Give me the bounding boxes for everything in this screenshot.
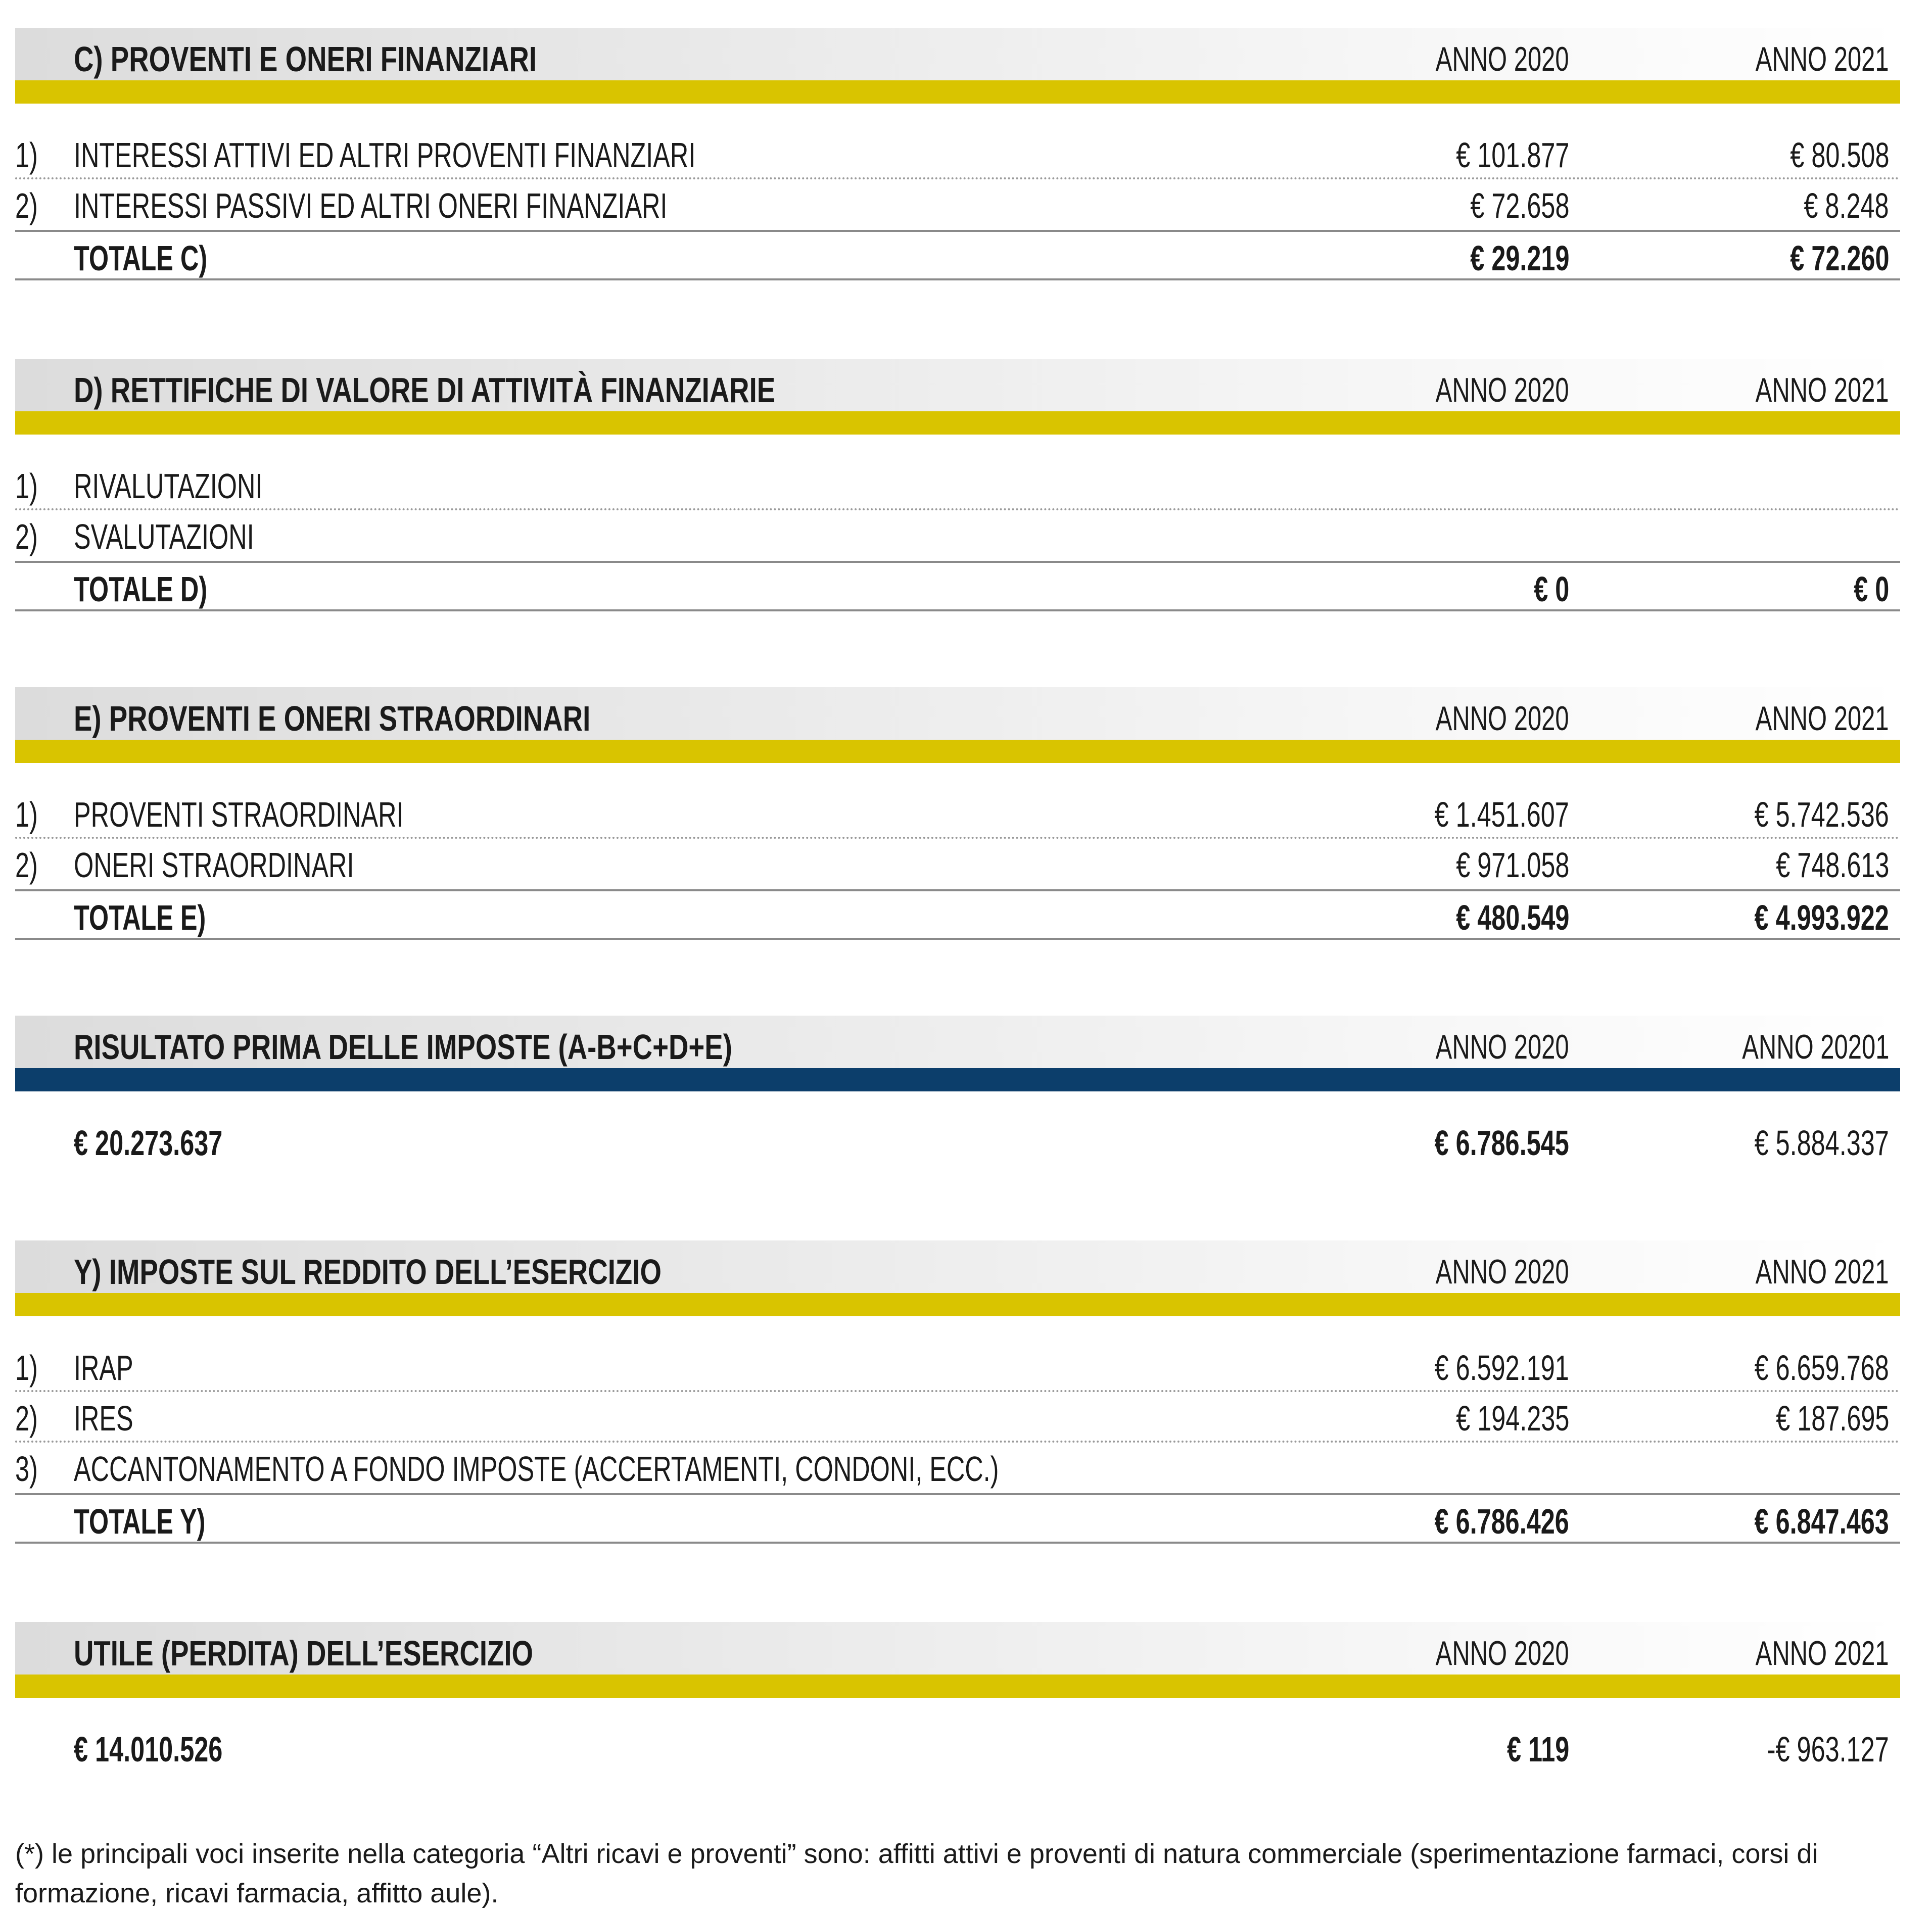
total-row bbox=[15, 561, 1900, 611]
section-y-col-2020: ANNO 2020 bbox=[1436, 1253, 1569, 1291]
section-y-header bbox=[15, 1240, 1900, 1316]
table-row bbox=[15, 129, 1900, 179]
row-value-2020: € 72.658 bbox=[1470, 186, 1569, 225]
total-label: TOTALE C) bbox=[74, 238, 208, 278]
section-e-accent-bar bbox=[15, 740, 1900, 763]
utile-value-2021: -€ 963.127 bbox=[1767, 1730, 1889, 1769]
section-d-header bbox=[15, 359, 1900, 435]
section-d-accent-bar bbox=[15, 411, 1900, 435]
section-y-accent-bar bbox=[15, 1293, 1900, 1316]
total-value-2020: € 6.786.426 bbox=[1434, 1502, 1569, 1541]
row-label: PROVENTI STRAORDINARI bbox=[74, 795, 404, 834]
section-utile-col-2021: ANNO 2021 bbox=[1756, 1634, 1889, 1672]
section-d bbox=[15, 359, 1900, 611]
section-d-col-2020: ANNO 2020 bbox=[1436, 371, 1569, 409]
total-value-2020: € 0 bbox=[1533, 569, 1569, 609]
result-value-main: € 20.273.637 bbox=[74, 1123, 223, 1163]
table-row bbox=[15, 1392, 1900, 1443]
total-value-2020: € 29.219 bbox=[1470, 238, 1569, 278]
total-value-2021: € 72.260 bbox=[1789, 238, 1889, 278]
section-c bbox=[15, 28, 1900, 280]
section-utile-accent-bar bbox=[15, 1675, 1900, 1698]
row-label: INTERESSI ATTIVI ED ALTRI PROVENTI FINANZIARI bbox=[74, 135, 696, 175]
total-value-2021: € 4.993.922 bbox=[1754, 898, 1889, 937]
table-row bbox=[15, 460, 1900, 510]
total-value-2021: € 6.847.463 bbox=[1754, 1502, 1889, 1541]
section-result-header bbox=[15, 1016, 1900, 1091]
section-c-col-2021: ANNO 2021 bbox=[1756, 40, 1889, 78]
section-y-title: Y) IMPOSTE SUL REDDITO DELL’ESERCIZIO bbox=[74, 1252, 662, 1292]
row-value-2021: € 748.613 bbox=[1775, 845, 1889, 885]
row-value-2021: € 8.248 bbox=[1804, 186, 1889, 225]
row-value-2021: € 187.695 bbox=[1775, 1399, 1889, 1438]
section-e-title: E) PROVENTI E ONERI STRAORDINARI bbox=[74, 699, 591, 738]
section-e-col-2020: ANNO 2020 bbox=[1436, 699, 1569, 738]
section-y bbox=[15, 1240, 1900, 1544]
section-c-title: C) PROVENTI E ONERI FINANZIARI bbox=[74, 39, 537, 79]
row-value-2020: € 1.451.607 bbox=[1434, 795, 1569, 834]
section-utile-header bbox=[15, 1622, 1900, 1698]
table-row bbox=[15, 788, 1900, 839]
row-number: 2) bbox=[15, 1399, 38, 1438]
row-value-2020: € 6.592.191 bbox=[1434, 1348, 1569, 1388]
row-label: ACCANTONAMENTO A FONDO IMPOSTE (ACCERTAMENTI, CONDONI, ECC.) bbox=[74, 1449, 999, 1489]
row-value-2020: € 971.058 bbox=[1455, 845, 1569, 885]
total-label: TOTALE D) bbox=[74, 569, 208, 609]
total-value-2021: € 0 bbox=[1853, 569, 1889, 609]
section-e bbox=[15, 687, 1900, 940]
table-row bbox=[15, 179, 1900, 230]
section-result-col-2021: ANNO 20201 bbox=[1741, 1028, 1889, 1066]
row-value-2021: € 80.508 bbox=[1789, 135, 1889, 175]
total-row bbox=[15, 889, 1900, 940]
section-c-header bbox=[15, 28, 1900, 104]
result-value-2021: € 5.884.337 bbox=[1754, 1123, 1889, 1163]
table-row bbox=[15, 1443, 1900, 1493]
table-row bbox=[15, 1342, 1900, 1392]
row-label: ONERI STRAORDINARI bbox=[74, 845, 354, 885]
row-value-2020: € 101.877 bbox=[1455, 135, 1569, 175]
table-row bbox=[15, 510, 1900, 561]
utile-row bbox=[15, 1723, 1900, 1774]
section-c-col-2020: ANNO 2020 bbox=[1436, 40, 1569, 78]
total-label: TOTALE Y) bbox=[74, 1502, 206, 1541]
row-value-2021: € 5.742.536 bbox=[1754, 795, 1889, 834]
row-number: 2) bbox=[15, 517, 38, 556]
section-e-header bbox=[15, 687, 1900, 763]
section-utile-title: UTILE (PERDITA) DELL’ESERCIZIO bbox=[74, 1634, 534, 1673]
result-value-2020: € 6.786.545 bbox=[1434, 1123, 1569, 1163]
row-label: INTERESSI PASSIVI ED ALTRI ONERI FINANZIARI bbox=[74, 186, 668, 225]
row-label: IRES bbox=[74, 1399, 133, 1438]
section-result bbox=[15, 1016, 1900, 1167]
row-label: RIVALUTAZIONI bbox=[74, 466, 263, 506]
row-number: 1) bbox=[15, 466, 38, 506]
total-row bbox=[15, 230, 1900, 280]
section-utile bbox=[15, 1622, 1900, 1774]
result-row bbox=[15, 1117, 1900, 1167]
row-value-2021: € 6.659.768 bbox=[1754, 1348, 1889, 1388]
row-number: 3) bbox=[15, 1449, 38, 1489]
row-number: 1) bbox=[15, 1348, 38, 1388]
total-label: TOTALE E) bbox=[74, 898, 206, 937]
section-e-col-2021: ANNO 2021 bbox=[1756, 699, 1889, 738]
footnote: (*) le principali voci inserite nella categoria “Altri ricavi e proventi” sono: affitti attivi e proventi di natura commerciale (sperimentazione farmaci, corsi di formazione, ricavi farmacia, affitto aule). bbox=[15, 1839, 1818, 1908]
section-result-title: RISULTATO PRIMA DELLE IMPOSTE (A-B+C+D+E) bbox=[74, 1027, 732, 1067]
row-label: IRAP bbox=[74, 1348, 133, 1388]
total-row bbox=[15, 1493, 1900, 1544]
row-number: 2) bbox=[15, 186, 38, 225]
section-y-col-2021: ANNO 2021 bbox=[1756, 1253, 1889, 1291]
utile-value-2020: € 119 bbox=[1506, 1730, 1569, 1769]
section-result-col-2020: ANNO 2020 bbox=[1436, 1028, 1569, 1066]
section-utile-col-2020: ANNO 2020 bbox=[1436, 1634, 1569, 1672]
section-d-col-2021: ANNO 2021 bbox=[1756, 371, 1889, 409]
table-row bbox=[15, 839, 1900, 889]
total-value-2020: € 480.549 bbox=[1455, 898, 1569, 937]
row-number: 1) bbox=[15, 135, 38, 175]
row-number: 1) bbox=[15, 795, 38, 834]
row-value-2020: € 194.235 bbox=[1455, 1399, 1569, 1438]
section-c-accent-bar bbox=[15, 80, 1900, 104]
row-number: 2) bbox=[15, 845, 38, 885]
row-label: SVALUTAZIONI bbox=[74, 517, 254, 556]
utile-value-main: € 14.010.526 bbox=[74, 1730, 223, 1769]
section-d-title: D) RETTIFICHE DI VALORE DI ATTIVITÀ FINANZIARIE bbox=[74, 370, 776, 410]
section-result-accent-bar bbox=[15, 1068, 1900, 1091]
